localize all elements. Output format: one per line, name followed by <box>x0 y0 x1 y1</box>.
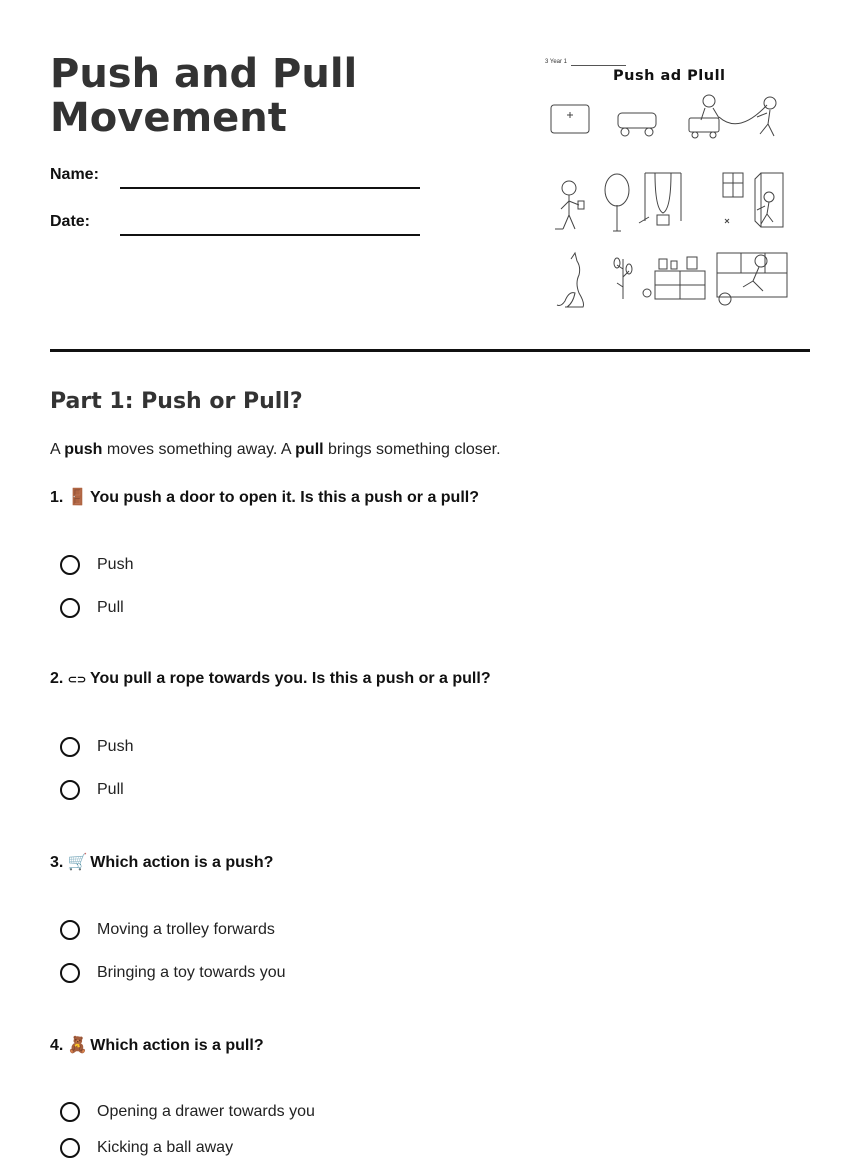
question-text: You pull a rope towards you. Is this a push or a pull? <box>89 670 491 687</box>
question-number: 1. <box>50 489 64 506</box>
name-label: Name: <box>50 166 99 183</box>
radio-button[interactable] <box>60 780 80 800</box>
q3-option-2[interactable] <box>60 960 286 986</box>
radio-button[interactable] <box>60 920 80 940</box>
teddy-bear-icon: 🧸 <box>67 1037 88 1054</box>
radio-button[interactable] <box>60 1102 80 1122</box>
door-icon: 🚪 <box>67 489 88 506</box>
option-label: Push <box>97 556 134 573</box>
part-1-heading: Part 1: Push or Pull? <box>50 389 303 414</box>
name-field[interactable] <box>120 187 420 189</box>
option-label: Bringing a toy towards you <box>97 964 286 981</box>
child-pulling-wagon <box>689 95 776 138</box>
question-number: 2. <box>50 670 64 687</box>
option-label: Pull <box>97 781 124 798</box>
illustration-title: Push ad Plull <box>613 68 726 84</box>
child-opening-door <box>755 173 783 227</box>
push-pull-illustration <box>545 55 795 315</box>
radio-button[interactable] <box>60 1138 80 1158</box>
box-icon <box>551 105 589 133</box>
kangaroo-icon <box>557 253 584 307</box>
window-icon <box>723 173 743 223</box>
shelf-drawers-icon <box>643 257 705 299</box>
radio-button[interactable] <box>60 737 80 757</box>
intro-text-c: brings something closer. <box>323 441 501 458</box>
option-label: Pull <box>97 599 124 616</box>
option-label: Push <box>97 738 134 755</box>
title-line-1: Push and Pull <box>50 51 358 97</box>
intro-text-b: moves something away. A <box>102 441 296 458</box>
plant-icon <box>614 258 632 299</box>
question-text: Which action is a push? <box>90 854 274 871</box>
date-label: Date: <box>50 213 91 230</box>
question-1 <box>50 487 479 507</box>
wagon-icon <box>618 113 656 136</box>
question-3 <box>50 852 273 872</box>
illustration-drawings <box>545 55 795 315</box>
page-title <box>50 52 480 140</box>
question-number: 4. <box>50 1037 64 1054</box>
illustration-small-text: 3 Year 1 <box>545 59 568 65</box>
q2-option-pull[interactable] <box>60 777 124 803</box>
section-divider <box>50 349 810 352</box>
question-text: You push a door to open it. Is this a push or a pull? <box>89 489 479 506</box>
child-icon <box>555 181 584 229</box>
q2-option-push[interactable] <box>60 734 133 760</box>
q3-option-1[interactable] <box>60 917 275 943</box>
title-line-2: Movement <box>50 95 287 141</box>
q4-option-2[interactable] <box>60 1135 233 1161</box>
question-2 <box>50 670 491 688</box>
q1-option-push[interactable] <box>60 552 133 578</box>
question-text: Which action is a pull? <box>90 1037 264 1054</box>
radio-button[interactable] <box>60 963 80 983</box>
intro-text-a: A <box>50 441 65 458</box>
radio-button[interactable] <box>60 555 80 575</box>
swing-icon <box>639 173 681 225</box>
tree-icon <box>605 174 629 231</box>
q4-option-1[interactable] <box>60 1099 315 1125</box>
intro-text <box>50 441 501 459</box>
shopping-cart-icon: 🛒 <box>67 854 88 871</box>
option-label: Opening a drawer towards you <box>97 1103 315 1120</box>
option-label: Moving a trolley forwards <box>97 921 275 938</box>
radio-button[interactable] <box>60 598 80 618</box>
q1-option-pull[interactable] <box>60 595 124 621</box>
question-4 <box>50 1035 264 1055</box>
child-kicking-ball <box>717 253 787 305</box>
intro-pull-word: pull <box>295 441 324 458</box>
date-field[interactable] <box>120 234 420 236</box>
option-label: Kicking a ball away <box>97 1139 234 1156</box>
question-number: 3. <box>50 854 64 871</box>
rope-icon: ⊂⊃ <box>67 674 87 686</box>
intro-push-word: push <box>64 441 103 458</box>
